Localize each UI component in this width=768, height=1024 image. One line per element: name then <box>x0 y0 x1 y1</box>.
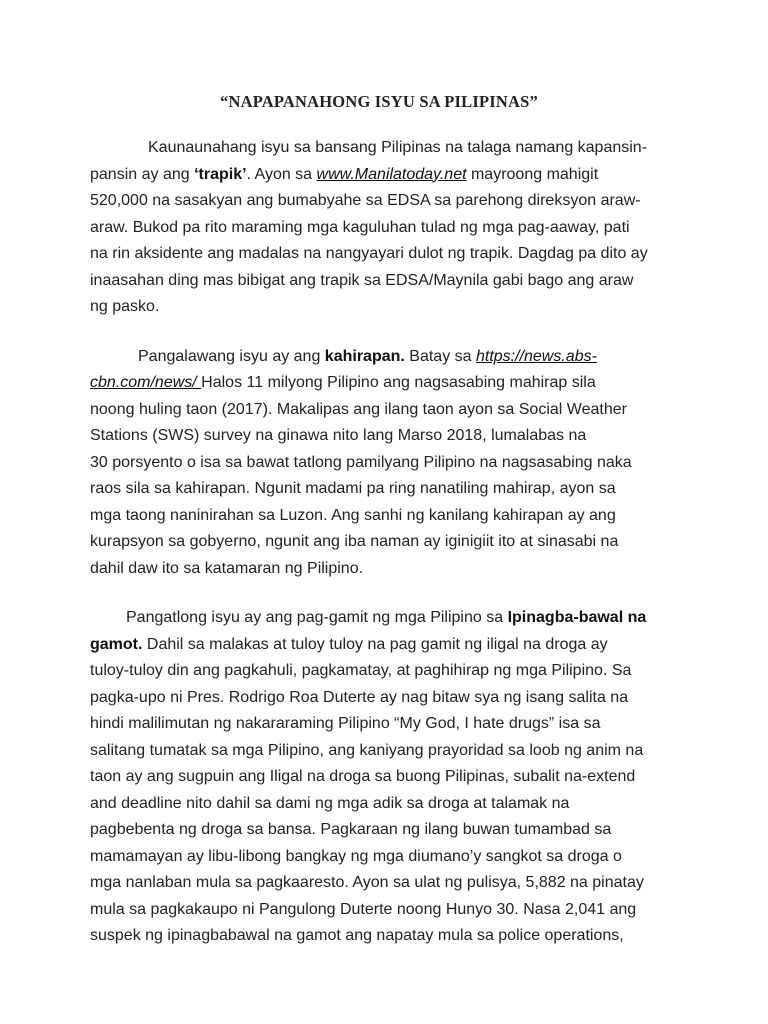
paragraph-line: suspek ng ipinagbabawal na gamot ang napatay mula sa police operations, <box>90 927 624 944</box>
bold-term-gamot: gamot. <box>90 635 143 653</box>
paragraph-line: ng pasko. <box>90 298 160 315</box>
paragraph-line: mga nanlaban mula sa pagkaaresto. Ayon sa ulat ng pulisya, 5,882 na pinatay <box>90 874 644 891</box>
bold-term-ipinagbabawal: Ipinagba-bawal na <box>507 609 647 626</box>
paragraph-line: 30 porsyento o isa sa bawat tatlong pamilyang Pilipino na nagsasabing naka <box>90 453 632 471</box>
paragraph-kahirapan <box>90 344 668 583</box>
text-run: mayroong mahigit <box>466 165 599 183</box>
paragraph-line: inaasahan ding mas bibigat ang trapik sa EDSA/Maynila gabi bago ang araw <box>90 271 634 289</box>
paragraph-trapik <box>90 135 668 321</box>
text-run: Batay sa <box>404 347 476 365</box>
text-run: pansin ay ang <box>90 165 195 183</box>
text-run: Halos 11 milyong Pilipino ang nagsasabing mahirap sila <box>201 374 596 391</box>
paragraph-line <box>90 632 668 659</box>
bold-term-trapik: ‘trapik’ <box>194 165 247 183</box>
paragraph-line: mamamayan ay libu-libong bangkay ng mga diumano’y sangkot sa droga o <box>90 847 622 865</box>
paragraph-line <box>90 370 668 397</box>
paragraph-line: raos sila sa kahirapan. Ngunit madami pa ring nanatiling mahirap, ayon sa <box>90 480 616 497</box>
abs-cbn-link-continued[interactable]: cbn.com/news/ <box>90 374 202 391</box>
paragraph-line: salitang tumatak sa mga Pilipino, ang kaniyang prayoridad sa loob ng anim na <box>90 741 644 759</box>
paragraph-line: pagbebenta ng droga sa bansa. Pagkaraan ng ilang buwan tumambad sa <box>90 821 612 838</box>
abs-cbn-link[interactable]: https://news.abs- <box>475 347 597 365</box>
paragraph-line: mga taong naninirahan sa Luzon. Ang sanhi ng kanilang kahirapan ay ang <box>90 506 616 524</box>
paragraph-line: tuloy-tuloy din ang pagkahuli, pagkamatay, at paghihirap ng mga Pilipino. Sa <box>90 662 632 679</box>
paragraph-line: Stations (SWS) survey na ginawa nito lang Marso 2018, lumalabas na <box>90 427 587 444</box>
document-title: “NAPAPANAHONG ISYU SA PILIPINAS” <box>220 92 538 111</box>
text-run: Dahil sa malakas at tuloy tuloy na pag gamit ng iligal na droga ay <box>142 635 608 653</box>
paragraph-line <box>90 162 668 189</box>
manilatoday-link[interactable]: www.Manilatoday.net <box>316 165 467 183</box>
paragraph-line: na rin aksidente ang madalas na nangyayari dulot ng trapik. Dagdag pa dito ay <box>90 245 648 262</box>
paragraph-line: pagka-upo ni Pres. Rodrigo Roa Duterte ay nag bitaw sya ng isang salita na <box>90 688 629 706</box>
bold-term-kahirapan: kahirapan. <box>324 347 405 365</box>
text-run: Pangalawang isyu ay ang <box>138 347 325 365</box>
paragraph-line: Kaunaunahang isyu sa bansang Pilipinas na talaga namang kapansin- <box>148 139 648 156</box>
paragraph-line: hindi malilimutan ng nakararaming Pilipino “My God, I hate drugs” isa sa <box>90 715 601 732</box>
paragraph-line: mula sa pagkakaupo ni Pangulong Duterte noong Hunyo 30. Nasa 2,041 ang <box>90 900 637 918</box>
paragraph-line: araw. Bukod pa rito maraming mga kaguluhan tulad ng mga pag-aaway, pati <box>90 218 630 236</box>
paragraph-line: and deadline nito dahil sa dami ng mga adik sa droga at talamak na <box>90 794 570 812</box>
paragraph-line: kurapsyon sa gobyerno, ngunit ang iba naman ay iginigiit ito at sinasabi na <box>90 533 619 550</box>
paragraph-line: dahil daw ito sa katamaran ng Pilipino. <box>90 559 364 577</box>
paragraph-line: noong huling taon (2017). Makalipas ang ilang taon ayon sa Social Weather <box>90 400 627 418</box>
paragraph-line: 520,000 na sasakyan ang bumabyahe sa EDSA sa parehong direksyon araw- <box>90 192 641 209</box>
paragraph-line <box>90 605 668 632</box>
paragraph-droga <box>90 605 668 950</box>
text-run: Pangatlong isyu ay ang pag-gamit ng mga Pilipino sa <box>126 609 508 626</box>
paragraph-line <box>90 344 668 371</box>
paragraph-line: taon ay ang sugpuin ang Iligal na droga sa buong Pilipinas, subalit na-extend <box>90 768 636 785</box>
text-run: . Ayon sa <box>246 165 317 183</box>
